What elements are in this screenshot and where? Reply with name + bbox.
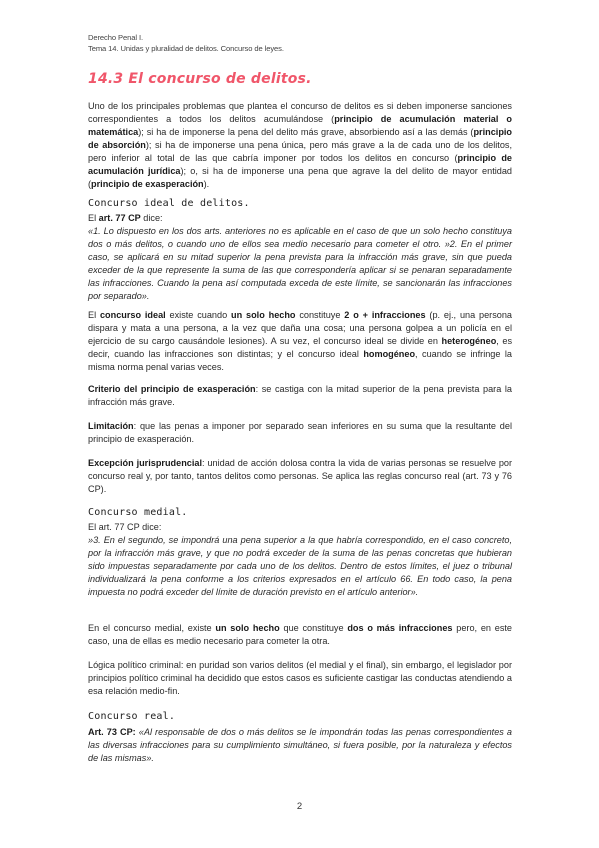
- subheading-concurso-medial: Concurso medial.: [88, 507, 188, 518]
- exasperation-criterion-paragraph: Criterio del principio de exasperación: se castiga con la mitad superior de la pena prevista para la infracción más grave.: [88, 384, 512, 408]
- section-title: 14.3 El concurso de delitos.: [88, 71, 312, 87]
- ideal-article-intro: El art. 77 CP dice:: [88, 213, 163, 223]
- criminal-policy-paragraph: Lógica político criminal: en puridad son varios delitos (el medial y el final), sin embargo, el legislador por principios político criminal ha decidido que estos casos es suficiente castigar las conductas atendiendo a esa relación medio-fin.: [88, 660, 512, 697]
- real-article-paragraph: Art. 73 CP: «Al responsable de dos o más delitos se le impondrán todas las penas correspondientes a las diversas infracciones para su cumplimiento simultáneo, si fuera posible, por la naturaleza y efectos de las mismas».: [88, 727, 512, 764]
- medial-article-intro: El art. 77 CP dice:: [88, 522, 162, 532]
- intro-paragraph: Uno de los principales problemas que plantea el concurso de delitos es si deben imponerse sanciones correspondientes a todos los delitos acumulándose (principio de acumulación material o matemática); si ha de imponerse la pena del delito más grave, absorbiendo así a las demás (principio de absorción); si ha de imponerse una pena única, pero más grave a la de cada uno de los delitos, pero inferior al total de las que cabría imponer por todos los delitos en concurso (principio de acumulación jurídica); o, si ha de imponerse una pena que agrave la del delito de mayor entidad (principio de exasperación).: [88, 101, 512, 190]
- running-header-course: Derecho Penal I.: [88, 33, 143, 42]
- ideal-article-quote: «1. Lo dispuesto en los dos arts. anteriores no es aplicable en el caso de que un solo hecho constituya dos o más delitos, o cuando uno de ellos sea medio necesario para cometer el otro. »2. En el primer caso, se aplicará en su mitad superior la pena prevista para la infracción más grave, sin que pueda exceder de la que represente la suma de las que correspondería aplicar si se penaran separadamente las infracciones. Cuando la pena así computada exceda de este límite, se sancionarán las infracciones por separado».: [88, 226, 512, 302]
- running-header-topic: Tema 14. Unidas y pluralidad de delitos. Concurso de leyes.: [88, 44, 284, 53]
- jurisprudential-exception-paragraph: Excepción jurisprudencial: unidad de acción dolosa contra la vida de varias personas se resuelve por concurso real y, por tanto, tantos delitos como personas. Se aplica las reglas concurso real (art. 73 y 76 CP).: [88, 458, 513, 495]
- ideal-definition-paragraph: El concurso ideal existe cuando un solo hecho constituye 2 o + infracciones (p. ej., una persona dispara y mata a una persona, a la vez que daña una cosa; una persona golpea a un policía en el ejercicio de su cargo causándole lesiones). A su vez, el concurso ideal se divide en heterogéneo, es decir, cuando las infracciones son distintas; y el concurso ideal homogéneo, cuando se infringe la misma norma penal varias veces.: [88, 310, 513, 373]
- subheading-concurso-ideal: Concurso ideal de delitos.: [88, 198, 250, 209]
- limitation-paragraph: Limitación: que las penas a imponer por separado sean inferiores en su suma que la resultante del principio de exasperación.: [88, 421, 512, 445]
- page-number: 2: [296, 801, 303, 812]
- medial-article-quote: »3. En el segundo, se impondrá una pena superior a la que habría correspondido, en el caso concreto, por la infracción más grave, y que no podrá exceder de la suma de las penas concretas que hubieran sido impuestas separadamente por cada uno de los delitos. Dentro de estos límites, el juez o tribunal individualizará la pena conforme a los criterios expresados en el artículo 66. En todo caso, la pena impuesta no podrá exceder del límite de duración previsto en el artículo anterior».: [88, 535, 512, 598]
- medial-definition-paragraph: En el concurso medial, existe un solo hecho que constituye dos o más infracciones pero, en este caso, una de ellas es medio necesario para cometer la otra.: [88, 623, 512, 647]
- subheading-concurso-real: Concurso real.: [88, 711, 176, 722]
